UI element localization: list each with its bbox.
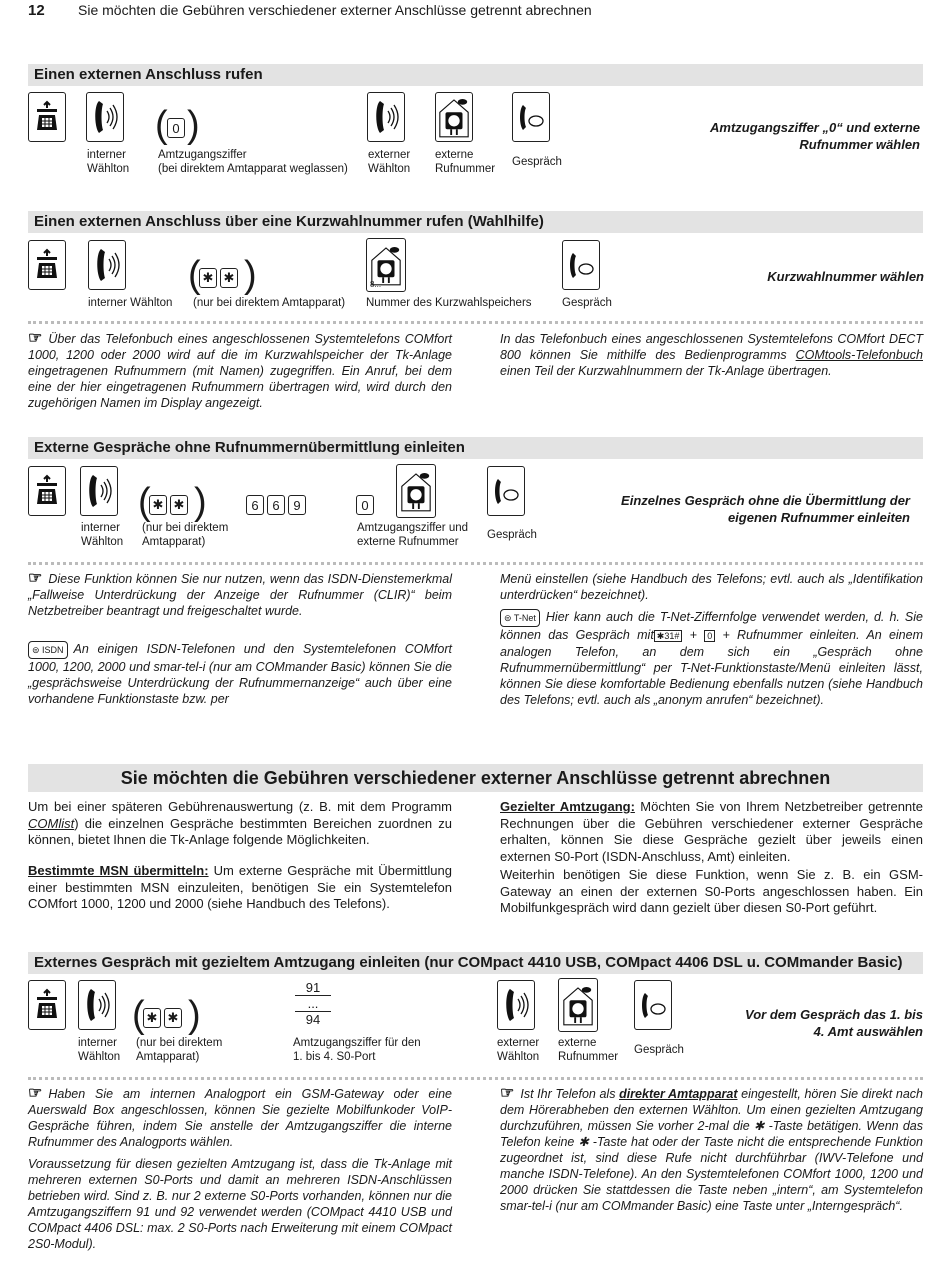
hand-pointer-icon: ☞: [28, 330, 43, 347]
label-direct-only: (nur bei direktem Amtapparat): [136, 1037, 223, 1063]
label-internal-dialtone: interner Wählton: [81, 522, 124, 548]
label-amt-and-number: Amtzugangsziffer und externe Rufnummer: [357, 522, 469, 548]
label-external-dialtone: externer Wählton: [497, 1037, 540, 1063]
targeted-line-paragraph: Gezielter Amtzugang: Möchten Sie von Ihrem Netzbetreiber getrennte Rechnungen über die Gebühren verschiedener externer Gespräche erhalten, können Sie diese Gespräche gezielt über jeweils einen externen S0-Port (ISDN-Anschluss, Amt) einleiten.: [500, 799, 923, 864]
speed-dial-memory-icon: 8...: [366, 238, 406, 292]
key-star-star: ✱ ✱: [199, 268, 241, 288]
label-direct-only: (nur bei direktem Amtapparat): [193, 297, 346, 309]
paren-right: ): [188, 994, 201, 1036]
link-comlist[interactable]: COMlist: [28, 815, 75, 831]
dial-tone-icon: [80, 466, 118, 516]
offhook-icon: [28, 466, 66, 516]
label-external-number: externe Rufnummer: [558, 1037, 619, 1063]
external-dial-tone-icon: [497, 980, 535, 1030]
note-gsm-gateway: ☞ Haben Sie am internen Analogport ein GSM-Gateway oder eine Auerswald Box angeschlossen, können Sie gezielte Mobilfunkoder VoIP-Gespräche führen, indem Sie anstelle der Amtzugangsziffer die interne Rufnummer des Analogports wählen.: [28, 1085, 452, 1149]
msn-paragraph: Bestimmte MSN übermitteln: Um externe Gespräche mit Übermittlung einer bestimmten MSN einzuleiten, benötigen Sie ein Systemtelefon COMfort 1000, 1200 und 2000 (siehe Handbuch des Telefons).: [28, 863, 452, 911]
dial-number-icon: [396, 464, 436, 518]
conversation-icon: [487, 466, 525, 516]
key-zero: 0: [167, 118, 188, 138]
side-instruction: Kurzwahlnummer wählen: [767, 269, 924, 284]
paren-left: (: [132, 994, 145, 1036]
amt-code-range: 91 ... 94: [295, 980, 331, 1027]
dial-tone-icon: [86, 92, 124, 142]
label-internal-dialtone: interner Wählton: [88, 297, 173, 309]
note-clir: ☞ Diese Funktion können Sie nur nutzen, wenn das ISDN-Dienstemerkmal „Fallweise Unterdrückung der Anzeige der Rufnummer (CLIR)“ beim Netzbetreiber beantragt und freigeschaltet wurde.: [28, 570, 452, 618]
key-zero: 0: [356, 495, 377, 515]
label-external-dialtone: externer Wählton: [368, 149, 411, 175]
paren-right: ): [194, 481, 207, 523]
note-tnet: ⊜ T-Net Hier kann auch die T-Net-Ziffernfolge verwendet werden, d. h. Sie können das Gespräch mit ✱31# + 0 + Rufnummer einleiten. An einem analogen Telefon, an dem sich ein „Gespräch ohne Rufnummernübermittlung“ per T-Net-Funktionstaste/Menü einleiten lässt, können Sie diese komfortable Bedienung ebenfalls nutzen (siehe Handbuch des Telefons; evtl. auch als „anonym anrufen“ bezeichnet).: [500, 610, 923, 707]
note-isdn: ⊜ ISDN An einigen ISDN-Telefonen und den Systemtelefonen COMfort 1000, 1200, 2000 und smar-tel-i (nur am COMmander Basic) können Sie die „gesprächsweise Unterdrückung der Rufnummernanzeige“ auch über eine vorhandene Funktionstaste bzw. per: [28, 642, 452, 706]
key-star-star: ✱ ✱: [149, 495, 191, 515]
link-direct-line[interactable]: direkter Amtapparat: [619, 1087, 738, 1101]
hand-pointer-icon: ☞: [500, 1085, 515, 1102]
hand-pointer-icon: ☞: [28, 1085, 43, 1102]
label-direct-only: (nur bei direktem Amtapparat): [142, 522, 229, 548]
note-menu: Menü einstellen (siehe Handbuch des Telefons; evtl. auch als „Identifikation unterdrücken“ bezeichnet).: [500, 572, 923, 602]
key-sequence-669: 6 6 9: [246, 495, 309, 515]
page-header-title: Sie möchten die Gebühren verschiedener externer Anschlüsse getrennt abrechnen: [78, 2, 592, 18]
gsm-paragraph: Weiterhin benötigen Sie diese Funktion, wenn Sie z. B. ein GSM-Gateway an einen der externen S0-Ports angeschlossen haben. Ein Mobilfunkgespräch wird dann gezielt über diesen S0-Port geführt.: [500, 867, 923, 915]
divider: [28, 562, 923, 565]
main-heading-separate-billing: Sie möchten die Gebühren verschiedener externer Anschlüsse getrennt abrechnen: [28, 764, 923, 792]
isdn-tag-icon: ⊜ ISDN: [28, 641, 68, 659]
divider: [28, 1077, 923, 1080]
paren-left: (: [155, 104, 168, 146]
paren-left: (: [188, 254, 201, 296]
offhook-icon: [28, 980, 66, 1030]
page-number: 12: [28, 2, 45, 19]
paren-right: ): [244, 254, 257, 296]
section-title-speed-dial: Einen externen Anschluss über eine Kurzwahlnummer rufen (Wahlhilfe): [28, 211, 923, 233]
external-dial-tone-icon: [367, 92, 405, 142]
paren-left: (: [138, 481, 151, 523]
dial-tone-icon: [88, 240, 126, 290]
conversation-icon: [634, 980, 672, 1030]
label-internal-dialtone: interner Wählton: [87, 149, 130, 175]
key-star-star: ✱ ✱: [143, 1008, 185, 1028]
side-instruction: Amtzugangsziffer „0“ und externe Rufnummer wählen: [710, 120, 920, 152]
note-left: ☞ Über das Telefonbuch eines angeschlossenen Systemtelefons COMfort 1000, 1200 oder 2000 wird auf die im Kurzwahlspeicher der Tk-Anlage eingetragenen Rufnummern (mit Namen) zugegriffen. Ein Anruf, bei dem eine der hier eingetragenen Rufnummern übertragen wird, wird durch den zugehörigen Namen im Display angezeigt.: [28, 330, 452, 410]
paren-right: ): [187, 104, 200, 146]
intro-paragraph: Um bei einer späteren Gebührenauswertung (z. B. mit dem Programm COMlist) die einzelnen Gespräche bestimmten Bereichen zuordnen zu können, bietet Ihnen die Tk-Anlage folgende Möglichkeiten.: [28, 799, 452, 847]
label-speed-dial-memory: Nummer des Kurzwahlspeichers: [366, 297, 532, 309]
dial-number-icon: [558, 978, 598, 1032]
note-right: In das Telefonbuch eines angeschlossenen Systemtelefons COMfort DECT 800 können Sie mithilfe des Bedienprogramms COMtools-Telefonbuch einen Teil der Kurzwahlnummern der Tk-Anlage übertragen.: [500, 332, 923, 378]
tnet-zero-key: 0: [704, 630, 715, 642]
label-external-number: externe Rufnummer: [435, 149, 496, 175]
conversation-icon: [512, 92, 550, 142]
label-conversation: Gespräch: [487, 529, 537, 541]
link-comtools[interactable]: COMtools-Telefonbuch: [795, 348, 923, 362]
conversation-icon: [562, 240, 600, 290]
section-title-external-call: Einen externen Anschluss rufen: [28, 64, 923, 86]
section-title-no-clip: Externe Gespräche ohne Rufnummernübermittlung einleiten: [28, 437, 923, 459]
note-direct-line: ☞ Ist Ihr Telefon als direkter Amtapparat eingestellt, hören Sie direkt nach dem Hörerabheben den externen Wählton. Um einen gezielten Amtzugang durchzuführen, müssen Sie vorher 2-mal die ✱ -Taste betätigen. Wenn das Telefon keine ✱ -Taste hat oder der Taste nicht die entsprechende Funktion zugeordnet ist, sind diese Rufe nicht durchführbar (IWV-Telefone und manche ISDN-Telefone). An den Systemtelefonen COMfort 1000, 1200 und 2000 drücken Sie stattdessen die Taste neben „intern“, am Systemtelefon smar-tel-i (nur am COMmander Basic) eine Taste unter „Interngespräch“.: [500, 1085, 923, 1213]
offhook-icon: [28, 92, 66, 142]
dial-tone-icon: [78, 980, 116, 1030]
dial-number-icon: [435, 92, 473, 142]
offhook-icon: [28, 240, 66, 290]
hand-pointer-icon: ☞: [28, 570, 43, 587]
label-amt-code: Amtzugangsziffer (bei direktem Amtapparat weglassen): [158, 149, 348, 175]
section-title-targeted-line: Externes Gespräch mit gezieltem Amtzugang einleiten (nur COMpact 4410 USB, COMpact 4406 DSL u. COMmander Basic): [28, 952, 923, 974]
side-instruction: Vor dem Gespräch das 1. bis 4. Amt auswählen: [745, 1007, 923, 1039]
tnet-keys: ✱31#: [654, 630, 683, 642]
label-amt-code-port: Amtzugangsziffer für den 1. bis 4. S0-Port: [293, 1037, 421, 1063]
note-requirement: Voraussetzung für diesen gezielten Amtzugang ist, dass die Tk-Anlage mit mehreren externen S0-Ports und damit an mehreren ISDN-Anschlüssen betrieben wird. Sind z. B. nur 2 externe S0-Ports vorhanden, können nur die Amtzugangsziffern 91 und 92 verwendet werden (COMpact 4410 USB und COMpact 4406 DSL: max. 2 S0-Ports nach Erweiterung mit einem COMpact 2S0-Modul).: [28, 1157, 452, 1251]
divider: [28, 321, 923, 324]
label-conversation: Gespräch: [512, 156, 562, 168]
tnet-tag-icon: ⊜ T-Net: [500, 609, 540, 627]
label-conversation: Gespräch: [634, 1044, 684, 1056]
label-conversation: Gespräch: [562, 297, 612, 309]
side-instruction: Einzelnes Gespräch ohne die Übermittlung der eigenen Rufnummer einleiten: [621, 493, 910, 525]
label-internal-dialtone: interner Wählton: [78, 1037, 121, 1063]
